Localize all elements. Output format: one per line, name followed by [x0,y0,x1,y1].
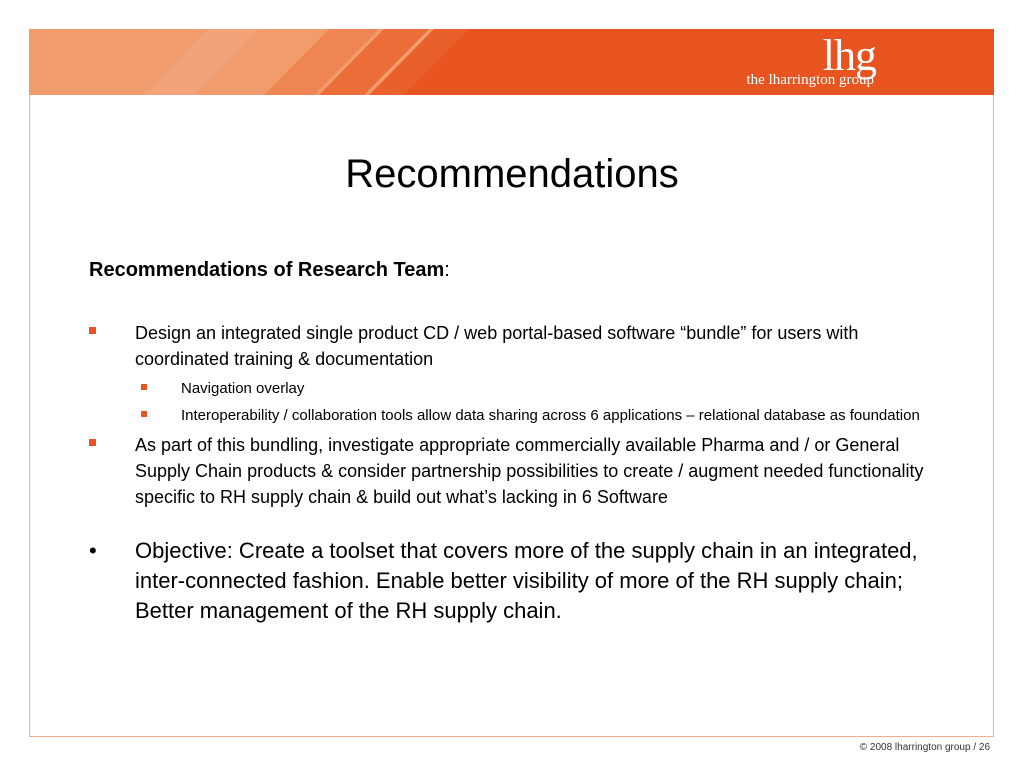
subheading-bold: Recommendations of Research Team [89,259,445,281]
bullet-item [89,320,949,372]
bullet-list [89,320,949,626]
logo-tagline: the lharrington group [746,72,874,88]
slide-title: Recommendations [345,152,679,196]
bullet-text: As part of this bundling, investigate appropriate commercially available Pharma and / or General Supply Chain products & consider partnership possibilities to create / augment needed functionality specific to RH supply chain & build out what’s lacking in 6 Software [135,435,924,507]
subheading [89,257,450,283]
round-bullet-icon: • [89,538,97,563]
bullet-item [89,432,949,510]
square-bullet-icon [89,327,96,334]
sub-bullet-text: Navigation overlay [181,380,305,397]
square-bullet-icon [89,439,96,446]
logo-mark: lhg [822,31,876,80]
sub-bullet-item [89,405,949,426]
bullet-text: Design an integrated single product CD / web portal-based software “bundle” for users with coordinated training & documentation [135,323,859,369]
square-bullet-icon [141,384,147,390]
sub-bullet-item [89,378,949,399]
objective-item [89,536,949,626]
square-bullet-icon [141,411,147,417]
sub-bullet-text: Interoperability / collaboration tools allow data sharing across 6 applications – relational database as foundation [181,407,920,424]
objective-text: Objective: Create a toolset that covers more of the supply chain in an integrated, inter-connected fashion. Enable better visibility of more of the RH supply chain; Better management of the RH supply chain. [135,538,918,623]
subheading-colon: : [444,259,450,281]
footer-copyright: © 2008 lharrington group / 26 [859,742,990,753]
